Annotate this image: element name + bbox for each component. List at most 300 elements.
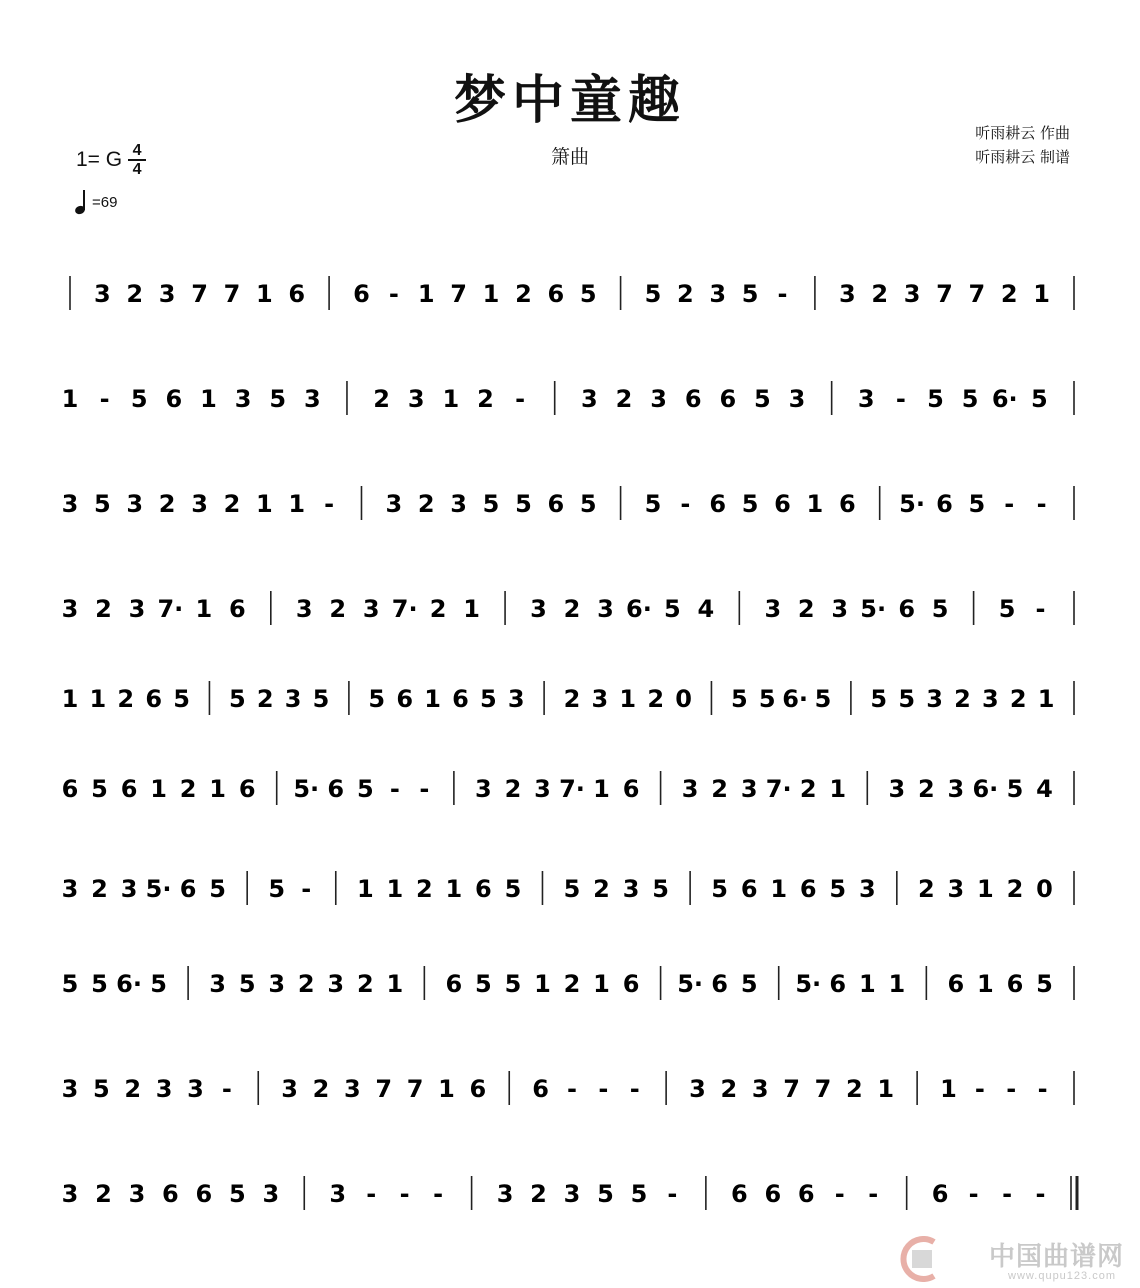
dash-sustain: - [868, 1180, 879, 1208]
note-digit: 1 [438, 1075, 455, 1103]
note-digit: 2 [846, 1075, 863, 1103]
note-digit: 3 [362, 595, 380, 623]
score-line-notes [61, 845, 1078, 935]
note-digit: 7 [406, 1075, 424, 1103]
dash-sustain: - [1035, 595, 1046, 623]
dash-sustain: - [974, 1075, 985, 1103]
dash-sustain: - [1002, 1180, 1013, 1208]
note-digit: 6 [898, 595, 916, 623]
note-digit: 5 [758, 685, 776, 713]
note-digit: 2 [677, 280, 694, 308]
note-digit: 3 [591, 685, 609, 713]
note-digit: 2 [530, 1180, 547, 1208]
note-digit: 5 [927, 385, 944, 413]
dash-sustain: - [99, 385, 110, 413]
note-digit: 3 [158, 280, 176, 308]
watermark-url: www.qupu123.com [1008, 1270, 1116, 1282]
note-digit: 5 [829, 875, 847, 903]
note-digit: 5 [1006, 775, 1024, 803]
note-digit: 5 [652, 875, 669, 903]
note-digit: 6 [829, 970, 847, 998]
note-digit: 0 [675, 685, 692, 713]
note-digit: 7· [559, 775, 585, 803]
note-digit: 2 [504, 775, 522, 803]
note-digit: 5 [931, 595, 949, 623]
score-line [61, 940, 1078, 1030]
dash-sustain: - [567, 1075, 577, 1103]
note-digit: 5· [145, 875, 172, 903]
note-digit: 6 [936, 490, 953, 518]
note-digit: 6 [931, 1180, 949, 1208]
note-digit: 3 [788, 385, 806, 413]
note-digit: 6 [61, 775, 79, 803]
note-digit: 5 [515, 490, 532, 518]
score-line-notes [61, 655, 1078, 745]
note-digit: 3 [681, 775, 699, 803]
note-digit: 5 [998, 595, 1016, 623]
note-digit: 2 [179, 775, 197, 803]
note-digit: 5 [644, 280, 662, 308]
note-digit: 1 [1033, 280, 1050, 308]
note-digit: 7 [936, 280, 953, 308]
note-digit: 3 [597, 595, 614, 623]
note-digit: 3 [888, 775, 906, 803]
note-digit: 1 [61, 385, 79, 413]
score-line [66, 250, 1078, 340]
note-digit: 5 [238, 970, 256, 998]
note-digit: 6 [469, 1075, 487, 1103]
score-line [61, 655, 1078, 745]
watermark [894, 1230, 1124, 1286]
note-digit: 6 [195, 1180, 213, 1208]
note-digit: 6· [626, 595, 652, 623]
note-digit: 6 [327, 775, 345, 803]
note-digit: 7 [814, 1075, 832, 1103]
note-digit: 1 [977, 970, 994, 998]
note-digit: 6 [797, 1180, 815, 1208]
note-digit: 2 [256, 685, 274, 713]
note-digit: 7· [157, 595, 184, 623]
note-digit: 2 [711, 775, 728, 803]
dash-sustain: - [629, 1075, 640, 1103]
note-digit: 5 [754, 385, 771, 413]
dash-sustain: - [419, 775, 430, 803]
note-digit: 5 [1031, 385, 1048, 413]
score-line [61, 845, 1078, 935]
note-digit: 3 [496, 1180, 514, 1208]
note-digit: 1 [858, 970, 876, 998]
note-digit: 5· [795, 970, 822, 998]
note-digit: 2 [647, 685, 665, 713]
note-digit: 2 [477, 385, 494, 413]
tempo-value: =69 [92, 193, 118, 211]
note-digit: 5 [664, 595, 681, 623]
note-digit: 5 [356, 775, 374, 803]
note-digit: 5 [312, 685, 330, 713]
note-digit: 3 [281, 1075, 298, 1103]
note-digit: 3 [475, 775, 492, 803]
note-digit: 6 [947, 970, 965, 998]
tempo-marking [74, 190, 117, 214]
note-digit: 5· [899, 490, 925, 518]
note-digit: 3 [262, 1180, 280, 1208]
note-digit: 3 [622, 875, 640, 903]
note-digit: 6 [162, 1180, 179, 1208]
note-digit: 6 [532, 1075, 549, 1103]
note-digit: 5 [150, 970, 167, 998]
note-digit: 3 [580, 385, 598, 413]
score-line-notes [61, 460, 1078, 550]
note-digit: 5 [504, 875, 522, 903]
note-digit: 1 [424, 685, 441, 713]
note-digit: 7· [765, 775, 792, 803]
note-digit: 1 [1037, 685, 1055, 713]
note-digit: 0 [1036, 875, 1053, 903]
time-signature-bottom: 4 [132, 161, 142, 178]
score-subtitle: 箫曲 [550, 146, 589, 168]
note-digit: 5 [741, 490, 759, 518]
time-signature [128, 142, 146, 178]
note-digit: 5 [504, 970, 522, 998]
watermark-text: 中国曲谱网 [988, 1242, 1124, 1272]
dash-sustain: - [1004, 490, 1015, 518]
note-digit: 3 [947, 775, 965, 803]
note-digit: 5 [91, 775, 108, 803]
note-digit: 2 [429, 595, 447, 623]
note-digit: 3 [838, 280, 856, 308]
note-digit: 5 [368, 685, 386, 713]
note-digit: 1 [829, 775, 847, 803]
note-digit: 1 [255, 490, 273, 518]
score-line-notes [61, 1045, 1078, 1135]
note-digit: 2 [593, 875, 610, 903]
dash-sustain: - [389, 775, 400, 803]
note-digit: 2 [95, 595, 112, 623]
note-digit: 7 [450, 280, 467, 308]
dash-sustain: - [324, 490, 335, 518]
note-digit: 6 [838, 490, 856, 518]
note-digit: 6 [145, 685, 163, 713]
note-digit: 2 [126, 280, 144, 308]
dash-sustain: - [834, 1180, 845, 1208]
note-digit: 1 [770, 875, 788, 903]
composer-credit: 听雨耕云 作曲 [975, 124, 1070, 142]
note-digit: 3 [857, 385, 875, 413]
note-digit: 6· [972, 775, 999, 803]
note-digit: 4 [697, 595, 715, 623]
note-digit: 6 [622, 775, 640, 803]
note-digit: 7 [968, 280, 986, 308]
note-digit: 2 [356, 970, 374, 998]
score-line-notes [61, 940, 1078, 1030]
note-digit: 3 [534, 775, 551, 803]
note-digit: 2 [871, 280, 889, 308]
note-digit: 5 [741, 280, 759, 308]
note-digit: 1 [806, 490, 824, 518]
note-digit: 5 [579, 490, 597, 518]
note-digit: 3 [650, 385, 667, 413]
note-digit: 1 [89, 685, 107, 713]
note-digit: 6 [764, 1180, 782, 1208]
note-digit: 1 [888, 970, 906, 998]
note-digit: 5· [677, 970, 704, 998]
note-digit: 1 [150, 775, 167, 803]
note-digit: 5 [740, 970, 758, 998]
note-digit: 6 [475, 875, 492, 903]
note-digit: 7 [783, 1075, 800, 1103]
note-digit: 2 [954, 685, 971, 713]
note-digit: 6 [547, 490, 565, 518]
note-digit: 2 [918, 775, 935, 803]
note-digit: 7 [191, 280, 208, 308]
note-digit: 1 [977, 875, 994, 903]
dash-sustain: - [301, 875, 312, 903]
score-line-notes [61, 355, 1078, 445]
note-digit: 2 [117, 685, 135, 713]
note-digit: 6 [452, 685, 469, 713]
note-digit: 3 [128, 1180, 146, 1208]
note-digit: 3 [740, 775, 758, 803]
note-digit: 3 [385, 490, 403, 518]
note-digit: 3 [530, 595, 547, 623]
note-digit: 1 [209, 775, 226, 803]
dash-sustain: - [1035, 1180, 1046, 1208]
note-digit: 5 [269, 385, 287, 413]
note-digit: 3 [128, 595, 146, 623]
dash-sustain: - [777, 280, 788, 308]
note-digit: 3 [407, 385, 425, 413]
note-digit: 5 [961, 385, 979, 413]
note-digit: 6 [445, 970, 463, 998]
note-digit: 5· [293, 775, 320, 803]
quarter-note-icon [74, 190, 92, 214]
note-digit: 5 [94, 490, 111, 518]
note-digit: 2 [416, 875, 433, 903]
dash-sustain: - [1037, 1075, 1048, 1103]
dash-sustain: - [366, 1180, 377, 1208]
note-digit: 1 [195, 595, 213, 623]
note-digit: 5 [475, 970, 492, 998]
dash-sustain: - [433, 1180, 444, 1208]
note-digit: 3 [689, 1075, 706, 1103]
dash-sustain: - [667, 1180, 678, 1208]
note-digit: 2 [124, 1075, 142, 1103]
note-digit: 3 [764, 595, 782, 623]
note-digit: 3 [61, 595, 79, 623]
note-digit: 6 [684, 385, 702, 413]
dash-sustain: - [221, 1075, 232, 1103]
note-digit: 6· [782, 685, 809, 713]
note-digit: 5 [173, 685, 190, 713]
note-digit: 3 [120, 875, 138, 903]
note-digit: 1 [255, 280, 273, 308]
note-digit: 3 [61, 1075, 79, 1103]
note-digit: 2 [91, 875, 108, 903]
note-digit: 2 [563, 970, 581, 998]
note-digit: 3 [327, 970, 345, 998]
score-title: 梦中童趣 [453, 71, 686, 131]
note-digit: 1 [463, 595, 480, 623]
key-label: 1= G [76, 148, 123, 171]
note-digit: 6 [799, 875, 817, 903]
dash-sustain: - [399, 1180, 410, 1208]
note-digit: 2 [720, 1075, 738, 1103]
note-digit: 3 [284, 685, 302, 713]
note-digit: 1 [417, 280, 435, 308]
arranger-credit: 听雨耕云 制谱 [975, 148, 1070, 166]
note-digit: 1 [386, 970, 404, 998]
note-digit: 2 [373, 385, 390, 413]
note-digit: 2 [297, 970, 315, 998]
note-digit: 1 [288, 490, 306, 518]
score-line [61, 1150, 1078, 1240]
note-digit: 5 [61, 970, 79, 998]
note-digit: 6 [288, 280, 306, 308]
note-digit: 5 [1036, 970, 1053, 998]
note-digit: 2 [1000, 280, 1018, 308]
note-digit: 3 [94, 280, 111, 308]
note-digit: 3 [61, 875, 79, 903]
note-digit: 6 [774, 490, 791, 518]
note-digit: 6 [730, 1180, 748, 1208]
note-digit: 3 [209, 970, 226, 998]
note-digit: 6 [179, 875, 197, 903]
note-digit: 2 [312, 1075, 330, 1103]
note-digit: 5 [898, 685, 916, 713]
note-digit: 5 [968, 490, 986, 518]
note-digit: 3 [751, 1075, 769, 1103]
note-digit: 2 [563, 685, 581, 713]
note-digit: 7 [375, 1075, 393, 1103]
note-digit: 1 [593, 775, 610, 803]
note-digit: 3 [303, 385, 321, 413]
note-digit: 2 [918, 875, 935, 903]
note-digit: 3 [563, 1180, 581, 1208]
note-digit: 2 [329, 595, 347, 623]
dash-sustain: - [1006, 1075, 1017, 1103]
key-signature [76, 142, 146, 178]
note-digit: 1 [877, 1075, 895, 1103]
note-digit: 5 [711, 875, 728, 903]
note-digit: 6 [165, 385, 183, 413]
note-digit: 2 [797, 595, 815, 623]
note-digit: 3 [295, 595, 313, 623]
note-digit: 5 [209, 875, 226, 903]
note-digit: 6· [991, 385, 1018, 413]
note-digit: 4 [1036, 775, 1053, 803]
note-digit: 3 [155, 1075, 173, 1103]
note-digit: 3 [191, 490, 208, 518]
note-digit: 3 [344, 1075, 361, 1103]
note-digit: 3 [234, 385, 252, 413]
note-digit: 2 [1006, 875, 1024, 903]
note-digit: 6 [120, 775, 138, 803]
note-digit: 6 [228, 595, 246, 623]
note-digit: 6 [1006, 970, 1024, 998]
note-digit: 6 [396, 685, 414, 713]
note-digit: 5 [730, 685, 748, 713]
dash-sustain: - [598, 1075, 609, 1103]
dash-sustain: - [968, 1180, 979, 1208]
note-digit: 5 [644, 490, 662, 518]
note-digit: 1 [534, 970, 551, 998]
note-digit: 1 [445, 875, 463, 903]
note-digit: 6 [711, 970, 728, 998]
note-digit: 5 [91, 970, 108, 998]
dash-sustain: - [680, 490, 691, 518]
score-line-notes [61, 745, 1078, 835]
note-digit: 1 [386, 875, 404, 903]
note-digit: 3 [926, 685, 943, 713]
dash-sustain: - [1036, 490, 1047, 518]
note-digit: 5 [597, 1180, 614, 1208]
note-digit: 2 [158, 490, 176, 518]
dash-sustain: - [388, 280, 399, 308]
note-digit: 5 [228, 1180, 246, 1208]
note-digit: 1 [200, 385, 217, 413]
note-digit: 6 [622, 970, 640, 998]
note-digit: 3 [450, 490, 467, 518]
score-line [61, 355, 1078, 445]
note-digit: 2 [563, 595, 581, 623]
note-digit: 3 [61, 490, 79, 518]
score-line [61, 1045, 1078, 1135]
note-digit: 1 [61, 685, 79, 713]
note-digit: 1 [442, 385, 460, 413]
note-digit: 5 [479, 685, 497, 713]
note-digit: 7 [223, 280, 241, 308]
note-digit: 6 [709, 490, 727, 518]
note-digit: 1 [619, 685, 637, 713]
note-digit: 5· [860, 595, 887, 623]
note-digit: 6 [547, 280, 565, 308]
note-digit: 3 [61, 1180, 79, 1208]
qupu-logo-icon [894, 1236, 942, 1282]
note-digit: 3 [126, 490, 144, 518]
note-digit: 2 [615, 385, 633, 413]
note-digit: 6 [719, 385, 737, 413]
note-digit: 5 [814, 685, 832, 713]
dash-sustain: - [515, 385, 526, 413]
note-digit: 3 [858, 875, 876, 903]
note-digit: 3 [329, 1180, 347, 1208]
note-digit: 6· [116, 970, 142, 998]
note-digit: 2 [515, 280, 532, 308]
note-digit: 5 [579, 280, 597, 308]
note-digit: 3 [507, 685, 525, 713]
note-digit: 3 [709, 280, 727, 308]
score-line-notes [61, 1150, 1078, 1240]
note-digit: 5 [870, 685, 888, 713]
score-line [61, 565, 1078, 655]
note-digit: 1 [593, 970, 610, 998]
score-line-notes [66, 250, 1078, 340]
note-digit: 1 [940, 1075, 957, 1103]
note-digit: 5 [482, 490, 500, 518]
note-digit: 5 [268, 875, 286, 903]
note-digit: 1 [356, 875, 374, 903]
note-digit: 3 [981, 685, 999, 713]
note-digit: 5 [563, 875, 581, 903]
note-digit: 2 [223, 490, 241, 518]
note-digit: 7· [391, 595, 418, 623]
note-digit: 3 [831, 595, 849, 623]
note-digit: 5 [130, 385, 148, 413]
score-line [61, 460, 1078, 550]
note-digit: 5 [630, 1180, 648, 1208]
dash-sustain: - [895, 385, 906, 413]
note-digit: 3 [268, 970, 286, 998]
